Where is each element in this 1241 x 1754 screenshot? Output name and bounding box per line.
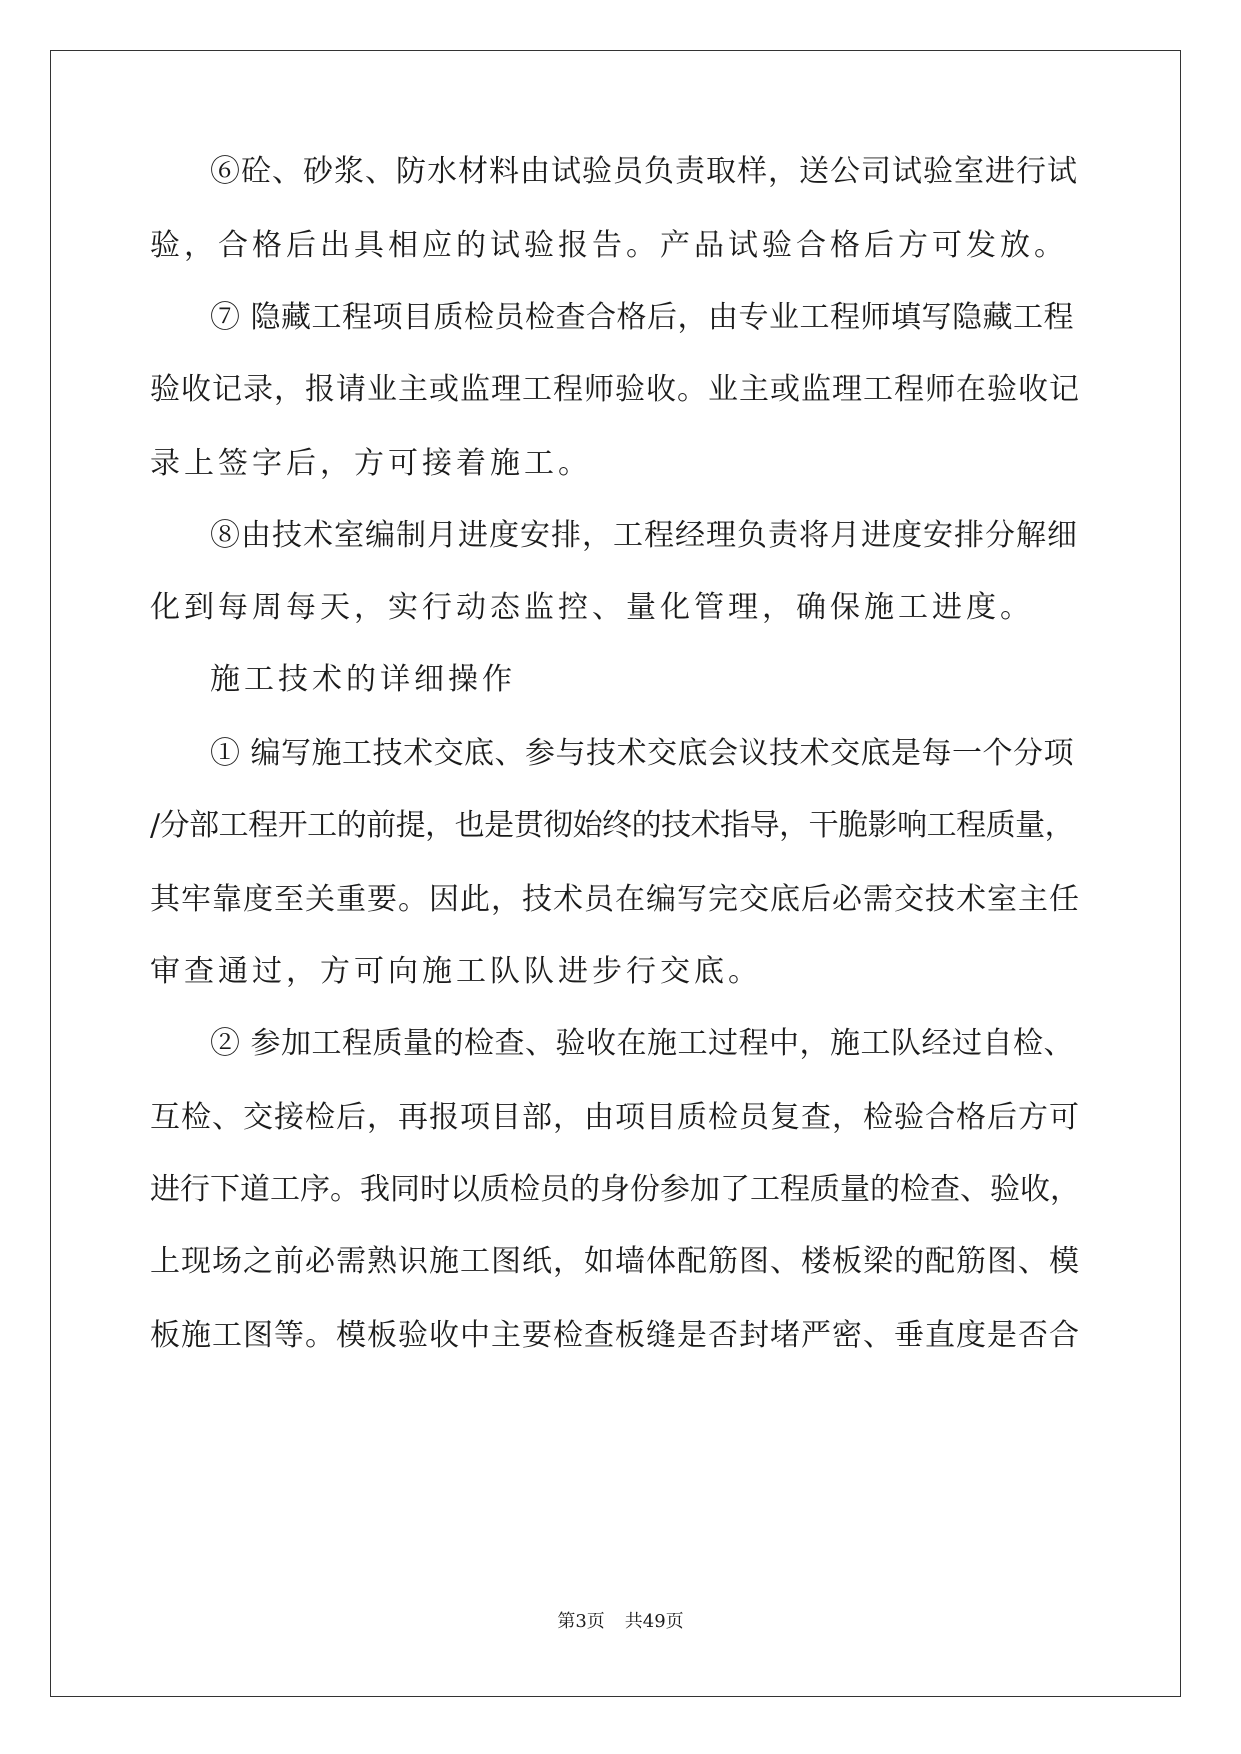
- total-label-suffix: 页: [665, 1611, 684, 1632]
- paragraph-line: ⑦ 隐藏工程项目质检员检查合格后，由专业工程师填写隐藏工程: [210, 300, 1075, 335]
- total-pages: 49: [642, 1611, 666, 1632]
- paragraph-line: ⑧由技术室编制月进度安排，工程经理负责将月进度安排分解细: [210, 518, 1078, 553]
- paragraph-line: 审查通过，方可向施工队队进步行交底。: [150, 954, 762, 989]
- paragraph-line: 板施工图等。模板验收中主要检查板缝是否封堵严密、垂直度是否合: [150, 1318, 1080, 1353]
- paragraph-line: 化到每周每天，实行动态监控、量化管理，确保施工进度。: [150, 590, 1034, 625]
- paragraph-line: 互检、交接检后，再报项目部，由项目质检员复查，检验合格后方可: [150, 1100, 1080, 1135]
- page-number: 3: [575, 1611, 587, 1632]
- paragraph-line: /分部工程开工的前提，也是贯彻始终的技术指导，干脆影响工程质量，: [150, 808, 1075, 843]
- paragraph-line: 上现场之前必需熟识施工图纸，如墙体配筋图、楼板梁的配筋图、模: [150, 1244, 1080, 1279]
- section-heading: 施工技术的详细操作: [210, 662, 516, 697]
- total-label-prefix: 共: [624, 1611, 643, 1632]
- paragraph-line: ① 编写施工技术交底、参与技术交底会议技术交底是每一个分项: [210, 736, 1075, 771]
- page-label-suffix: 页: [586, 1611, 605, 1632]
- paragraph-line: 其牢靠度至关重要。因此，技术员在编写完交底后必需交技术室主任: [150, 882, 1080, 917]
- paragraph-line: 验收记录，报请业主或监理工程师验收。业主或监理工程师在验收记: [150, 372, 1080, 407]
- page-label-prefix: 第: [557, 1611, 576, 1632]
- paragraph-line: 进行下道工序。我同时以质检员的身份参加了工程质量的检查、验收，: [150, 1172, 1080, 1207]
- paragraph-line: 录上签字后，方可接着施工。: [150, 446, 592, 481]
- paragraph-line: 验，合格后出具相应的试验报告。产品试验合格后方可发放。: [150, 228, 1068, 263]
- paragraph-line: ② 参加工程质量的检查、验收在施工过程中，施工队经过自检、: [210, 1026, 1075, 1061]
- page-footer: [0, 1610, 1241, 1634]
- paragraph-line: ⑥砼、砂浆、防水材料由试验员负责取样，送公司试验室进行试: [210, 154, 1078, 189]
